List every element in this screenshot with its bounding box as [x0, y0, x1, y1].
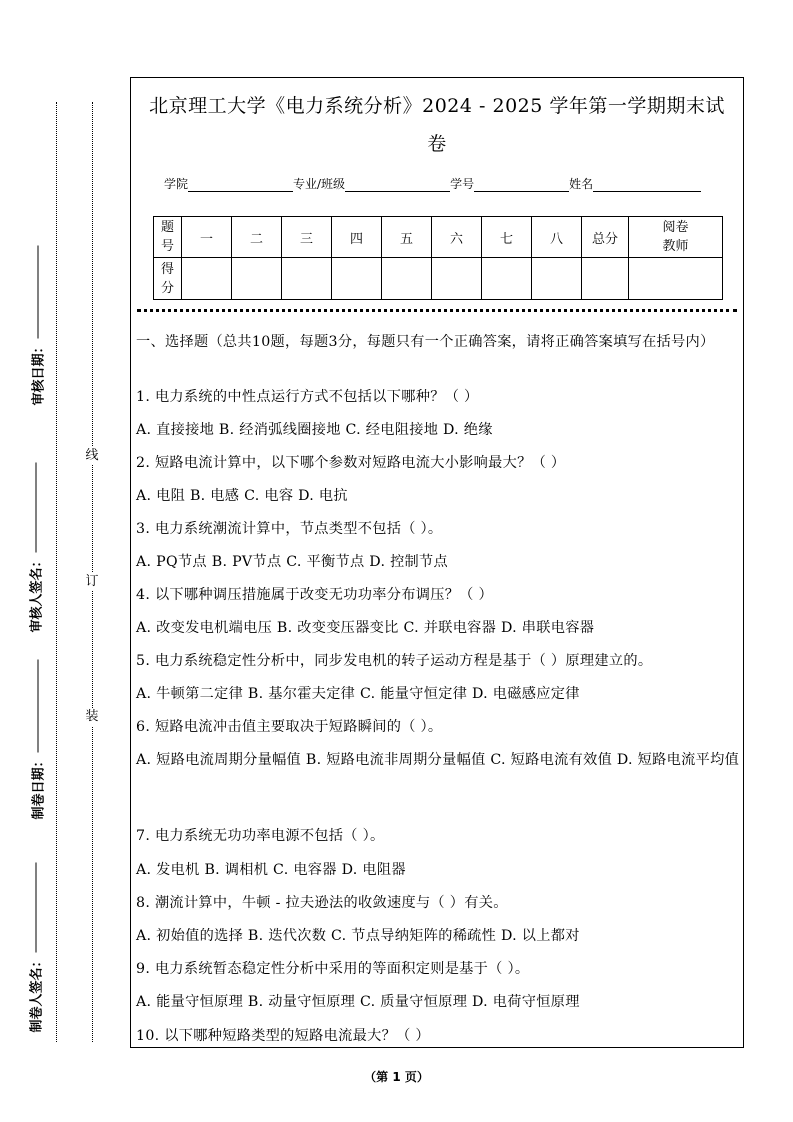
header-separator	[137, 309, 737, 312]
col-1: 一	[182, 217, 232, 258]
cut-bind-marker: 订	[85, 574, 99, 589]
binding-dotted-line-outer	[56, 102, 57, 1042]
binding-dotted-line-inner	[92, 102, 93, 1042]
student-id-label: 学号	[450, 177, 475, 191]
score-row-header: 得 分	[154, 258, 182, 300]
score-cell[interactable]	[482, 258, 532, 300]
question-7: 7. 电力系统无功功率电源不包括（ ）。	[136, 828, 385, 844]
student-id-field[interactable]	[474, 179, 569, 192]
name-field[interactable]	[593, 179, 701, 192]
score-cell[interactable]	[232, 258, 282, 300]
major-field[interactable]	[345, 179, 450, 192]
question-4: 4. 以下哪种调压措施属于改变无功功率分布调压？（ ）	[136, 587, 493, 603]
page-number: （第 1 页）	[364, 1070, 429, 1084]
grader-header: 阅卷 教师	[629, 217, 723, 258]
score-cell[interactable]	[282, 258, 332, 300]
options-5: A. 牛顿第二定律 B. 基尔霍夫定律 C. 能量守恒定律 D. 电磁感应定律	[136, 686, 580, 702]
exam-title-line2: 卷	[427, 133, 447, 155]
options-9: A. 能量守恒原理 B. 动量守恒原理 C. 质量守恒原理 D. 电荷守恒原理	[136, 994, 580, 1010]
student-info-line	[164, 175, 701, 192]
prepare-date-label: 制卷日期：	[28, 660, 47, 820]
exam-frame	[130, 77, 744, 1048]
score-cell[interactable]	[532, 258, 582, 300]
options-7: A. 发电机 B. 调相机 C. 电容器 D. 电阻器	[136, 862, 406, 878]
major-label: 专业/班级	[293, 177, 346, 191]
col-3: 三	[282, 217, 332, 258]
score-table	[153, 216, 723, 300]
options-3: A. PQ节点 B. PV节点 C. 平衡节点 D. 控制节点	[136, 554, 449, 570]
col-8: 八	[532, 217, 582, 258]
col-2: 二	[232, 217, 282, 258]
review-date-label: 审核日期：	[28, 246, 47, 406]
grader-cell[interactable]	[629, 258, 723, 300]
preparer-signature-label: 制卷人签名：	[26, 863, 45, 1033]
question-10: 10. 以下哪种短路类型的短路电流最大？（ ）	[136, 1028, 430, 1044]
cut-line-marker: 线	[85, 448, 99, 463]
score-cell[interactable]	[432, 258, 482, 300]
options-4: A. 改变发电机端电压 B. 改变变压器变比 C. 并联电容器 D. 串联电容器	[136, 620, 595, 636]
question-5: 5. 电力系统稳定性分析中，同步发电机的转子运动方程是基于（ ）原理建立的。	[136, 653, 653, 669]
question-2: 2. 短路电流计算中，以下哪个参数对短路电流大小影响最大？（ ）	[136, 455, 566, 471]
col-5: 五	[382, 217, 432, 258]
col-7: 七	[482, 217, 532, 258]
score-cell[interactable]	[382, 258, 432, 300]
score-cell[interactable]	[182, 258, 232, 300]
score-cell-total[interactable]	[582, 258, 629, 300]
question-8: 8. 潮流计算中，牛顿 - 拉夫逊法的收敛速度与（ ）有关。	[136, 895, 508, 911]
score-cell[interactable]	[332, 258, 382, 300]
options-1: A. 直接接地 B. 经消弧线圈接地 C. 经电阻接地 D. 绝缘	[136, 422, 493, 438]
question-1: 1. 电力系统的中性点运行方式不包括以下哪种？（ ）	[136, 389, 479, 405]
name-label: 姓名	[569, 177, 594, 191]
section-heading: 一、选择题（总共10题，每题3分，每题只有一个正确答案，请将正确答案填写在括号内）	[136, 334, 715, 350]
reviewer-signature-label: 审核人签名：	[26, 463, 45, 633]
options-8: A. 初始值的选择 B. 迭代次数 C. 节点导纳矩阵的稀疏性 D. 以上都对	[136, 928, 580, 944]
cut-staple-marker: 装	[85, 709, 99, 724]
options-6: A. 短路电流周期分量幅值 B. 短路电流非周期分量幅值 C. 短路电流有效值 D. 短路电流平均值	[136, 752, 740, 768]
question-3: 3. 电力系统潮流计算中，节点类型不包括（ ）。	[136, 521, 443, 537]
college-field[interactable]	[188, 179, 293, 192]
exam-title-line1: 北京理工大学《电力系统分析》2024 - 2025 学年第一学期期末试	[149, 95, 725, 117]
options-2: A. 电阻 B. 电感 C. 电容 D. 电抗	[136, 488, 348, 504]
col-6: 六	[432, 217, 482, 258]
question-number-header: 题 号	[154, 217, 182, 258]
col-total: 总分	[582, 217, 629, 258]
question-6: 6. 短路电流冲击值主要取决于短路瞬间的（ ）。	[136, 719, 443, 735]
question-9: 9. 电力系统暂态稳定性分析中采用的等面积定则是基于（ ）。	[136, 961, 530, 977]
col-4: 四	[332, 217, 382, 258]
college-label: 学院	[164, 177, 189, 191]
